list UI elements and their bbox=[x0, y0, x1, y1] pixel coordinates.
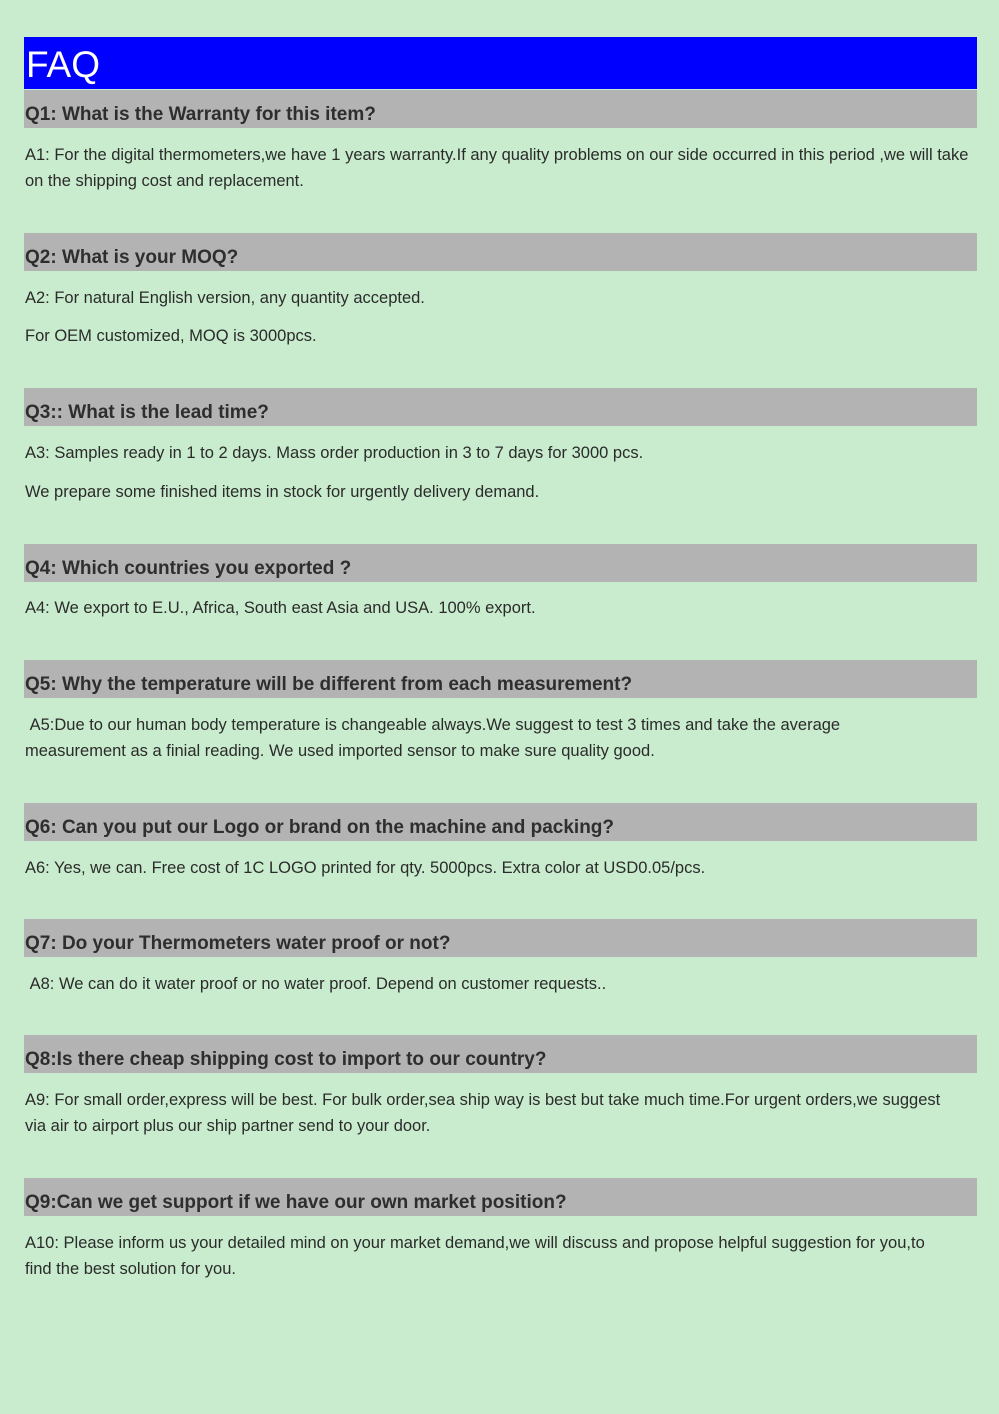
faq-answer-2a: A2: For natural English version, any quantity accepted. bbox=[25, 289, 425, 307]
faq-question-bar-2 bbox=[24, 233, 977, 271]
faq-answer-4: A4: We export to E.U., Africa, South east Asia and USA. 100% export. bbox=[25, 599, 536, 617]
faq-answer-9: A10: Please inform us your detailed mind on your market demand,we will discuss and propose helpful suggestion for you,to find the best solution for you. bbox=[25, 1234, 925, 1278]
faq-question-7: Q7: Do your Thermometers water proof or not? bbox=[25, 933, 451, 954]
faq-question-4: Q4: Which countries you exported ? bbox=[25, 558, 352, 579]
faq-title-bar bbox=[24, 37, 977, 89]
faq-answer-8: A9: For small order,express will be best. For bulk order,sea ship way is best but take much time.For urgent orders,we suggest via air to airport plus our ship partner send to your door. bbox=[25, 1091, 941, 1135]
faq-answer-1: A1: For the digital thermometers,we have 1 years warranty.If any quality problems on our side occurred in this period ,we will take on the shipping cost and replacement. bbox=[25, 146, 969, 190]
faq-answer-5: A5:Due to our human body temperature is changeable always.We suggest to test 3 times and take the average measurement as a finial reading. We used imported sensor to make sure quality good. bbox=[25, 716, 845, 760]
faq-question-1: Q1: What is the Warranty for this item? bbox=[25, 104, 376, 125]
faq-answer-2b: For OEM customized, MOQ is 3000pcs. bbox=[25, 327, 317, 345]
faq-question-bar-7 bbox=[24, 919, 977, 957]
faq-question-bar-6 bbox=[24, 803, 977, 841]
faq-question-bar-1 bbox=[24, 90, 977, 128]
faq-question-8: Q8:Is there cheap shipping cost to import to our country? bbox=[25, 1049, 547, 1070]
faq-question-2: Q2: What is your MOQ? bbox=[25, 247, 239, 268]
faq-question-6: Q6: Can you put our Logo or brand on the machine and packing? bbox=[25, 817, 615, 838]
faq-question-bar-5 bbox=[24, 660, 977, 698]
faq-answer-3b: We prepare some finished items in stock for urgently delivery demand. bbox=[25, 483, 540, 501]
faq-answer-6: A6: Yes, we can. Free cost of 1C LOGO printed for qty. 5000pcs. Extra color at USD0.05/pcs. bbox=[25, 859, 706, 877]
page-title: FAQ bbox=[26, 44, 101, 85]
faq-answer-3a: A3: Samples ready in 1 to 2 days. Mass order production in 3 to 7 days for 3000 pcs. bbox=[25, 444, 644, 462]
faq-question-5: Q5: Why the temperature will be different from each measurement? bbox=[25, 674, 633, 695]
faq-answer-7: A8: We can do it water proof or no water proof. Depend on customer requests.. bbox=[25, 975, 607, 993]
faq-question-3: Q3:: What is the lead time? bbox=[25, 402, 269, 423]
faq-question-bar-9 bbox=[24, 1178, 977, 1216]
faq-question-bar-4 bbox=[24, 544, 977, 582]
faq-question-bar-3 bbox=[24, 388, 977, 426]
faq-question-9: Q9:Can we get support if we have our own market position? bbox=[25, 1192, 567, 1213]
faq-question-bar-8 bbox=[24, 1035, 977, 1073]
